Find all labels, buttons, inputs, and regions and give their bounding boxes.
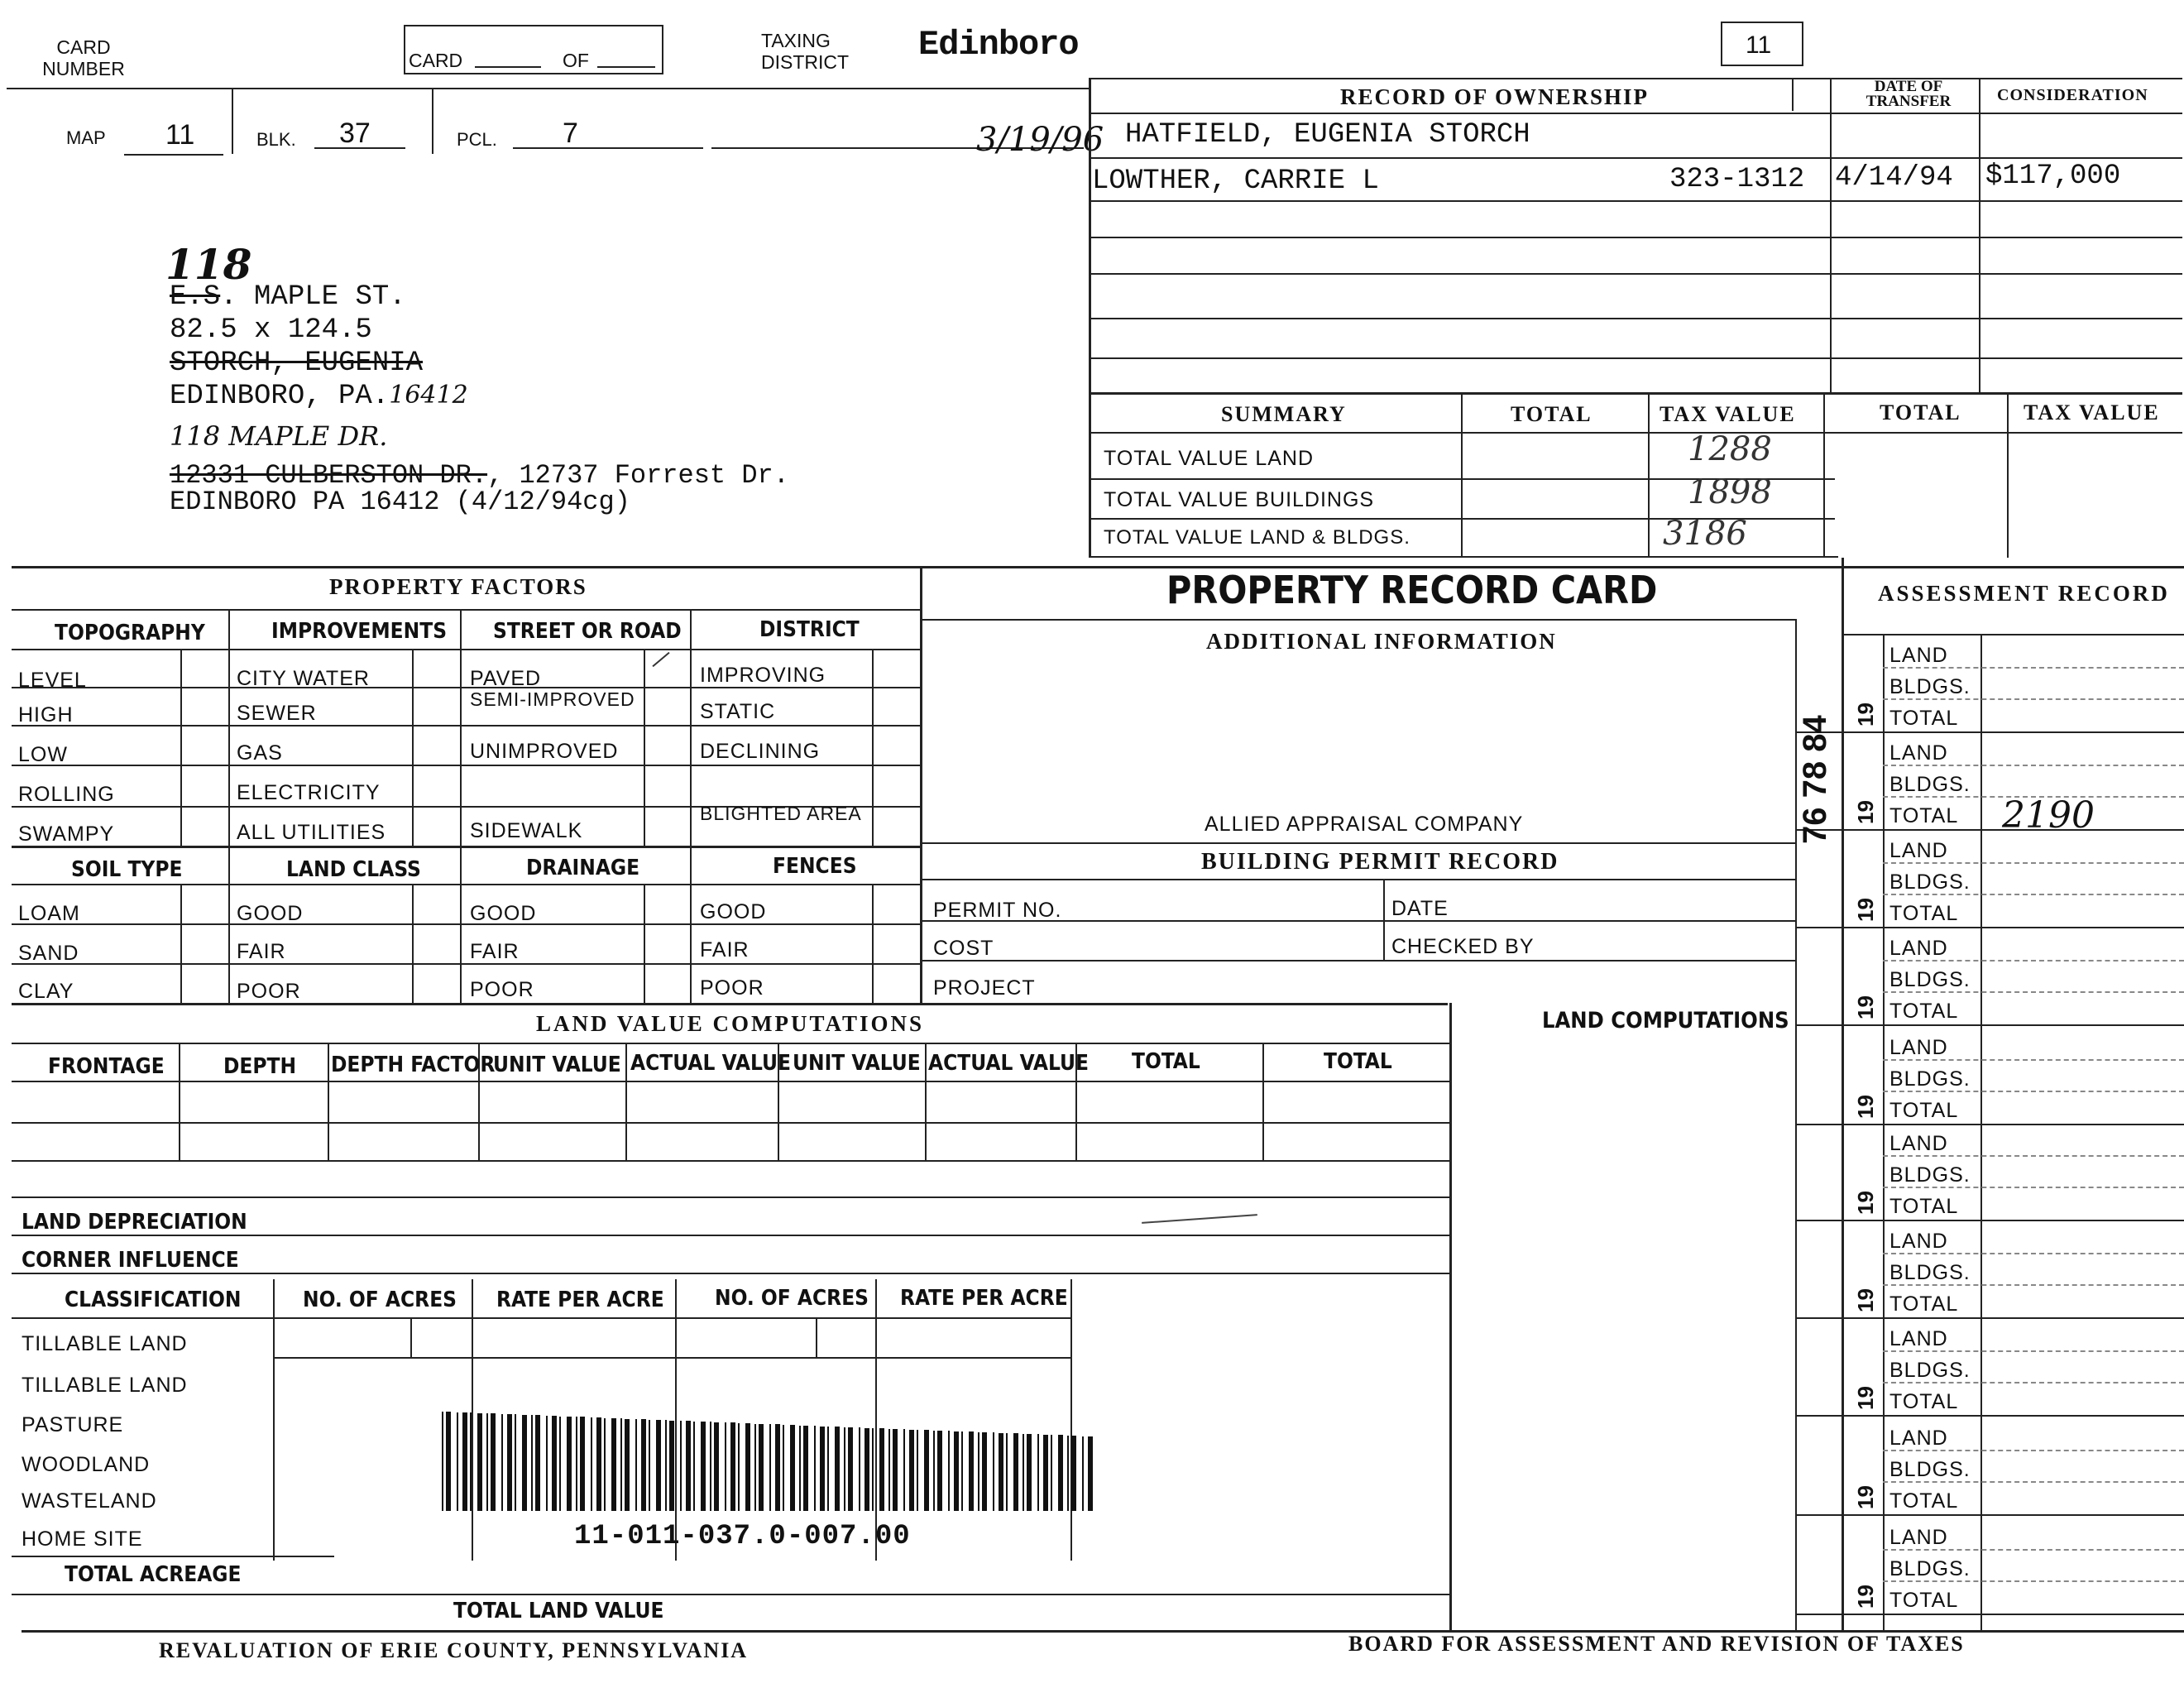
assessment-year-prefix: 19 [1853,995,1878,1019]
summary-row-land-bldgs: TOTAL VALUE LAND & BLDGS. [1104,526,1410,549]
corner-influence: CORNER INFLUENCE [22,1248,239,1273]
barcode-bar [576,1417,577,1511]
summary-total-label-2: TOTAL [1880,400,1961,424]
barcode-bar [879,1428,884,1511]
summary-tax-total: 3186 [1663,515,1747,553]
hdr-unit-value-2: UNIT VALUE [793,1051,921,1076]
barcode-bar [783,1425,784,1511]
barcode-bar [486,1413,488,1511]
barcode-bar [1051,1435,1052,1511]
barcode-bar [491,1413,496,1511]
barcode-bar [701,1422,706,1511]
owner-row-2-ref: 323-1312 [1669,164,1805,195]
assessment-land-label: LAND [1889,1526,1948,1549]
mailing-city: EDINBORO PA 16412 (4/12/94cg) [170,487,630,517]
street: . MAPLE ST. [220,281,406,313]
permit-no: PERMIT NO. [933,899,1062,922]
summary-tax-value-label-2: TAX VALUE [2024,400,2160,424]
barcode-bar [665,1420,667,1511]
barcode-bar [546,1416,548,1511]
barcode-bar [641,1419,646,1511]
barcode-bar [1088,1436,1093,1511]
class-wasteland: WASTELAND [22,1489,157,1513]
assessment-year-prefix: 19 [1853,800,1878,824]
barcode-bar [827,1427,829,1511]
barcode-bar [625,1419,630,1511]
summary-title: SUMMARY [1221,402,1347,426]
barcode-bar [462,1412,467,1511]
ownership-title: RECORD OF OWNERSHIP [1340,84,1650,109]
soil-loam: LOAM [18,902,80,925]
barcode-bar [669,1421,674,1511]
barcode-bar [1058,1435,1063,1511]
district-improving: IMPROVING [700,664,826,687]
additional-information: ADDITIONAL INFORMATION [1206,629,1557,654]
barcode-bar [611,1418,616,1511]
assessment-total-label: TOTAL [1889,804,1959,827]
hdr-no-acres-1: NO. OF ACRES [303,1288,457,1312]
assessment-land-label: LAND [1889,839,1948,862]
barcode-bar [559,1417,561,1511]
assessment-total-label: TOTAL [1889,707,1959,730]
barcode-bar [775,1424,780,1511]
land-class-poor: POOR [237,980,301,1003]
hdr-rate-per-acre-2: RATE PER ACRE [900,1286,1068,1311]
barcode-bar [1043,1435,1048,1511]
barcode-bar [442,1412,443,1511]
blk-value: 37 [339,117,371,149]
barcode-bar [999,1433,1003,1511]
barcode-bar [470,1412,472,1511]
assessment-bldgs-label: BLDGS. [1889,1163,1971,1187]
struck-mailing-addr: 12331 CULBERSTON DR. [170,460,488,491]
barcode-bar [1037,1434,1039,1511]
land-class-fair: FAIR [237,940,286,963]
barcode-bar [1071,1436,1076,1511]
assessment-bldgs-label: BLDGS. [1889,1557,1971,1580]
street-semi-improved: SEMI-IMPROVED [470,688,635,710]
assessment-year-prefix: 19 [1853,1191,1878,1215]
hdr-classification: CLASSIFICATION [65,1288,242,1312]
owner-row-1: HATFIELD, EUGENIA STORCH [1125,119,1530,151]
assessment-handwritten-total: 2190 [2002,794,2095,837]
barcode-bar [864,1428,869,1511]
assessment-bldgs-label: BLDGS. [1889,870,1971,894]
barcode-bar [903,1429,905,1511]
imp-sewer: SEWER [237,702,317,725]
assessment-bldgs-label: BLDGS. [1889,1458,1971,1481]
barcode-bar [893,1429,898,1511]
class-pasture: PASTURE [22,1413,124,1436]
barcode-bar [552,1416,557,1511]
col-soil-type: SOIL TYPE [71,857,183,882]
drainage-poor: POOR [470,978,534,1001]
barcode-bar [745,1423,750,1511]
hdr-total-1: TOTAL [1132,1049,1200,1074]
col-improvements: IMPROVEMENTS [271,619,448,644]
barcode-bar [814,1426,816,1511]
topo-level: LEVEL [18,669,87,692]
assessment-year-prefix: 19 [1853,703,1878,727]
barcode-bar [993,1432,994,1511]
fences-fair: FAIR [700,938,750,961]
hdr-unit-value-1: UNIT VALUE [493,1053,621,1077]
hdr-depth-factor: DEPTH FACTOR [331,1053,496,1077]
barcode-bar [604,1418,606,1511]
col-drainage: DRAINAGE [526,856,640,880]
hdr-total-2: TOTAL [1324,1049,1392,1074]
handwritten-house-number: 118 [165,240,252,289]
barcode-text: 11-011-037.0-007.00 [574,1521,911,1552]
hdr-actual-value-1: ACTUAL VALUE [630,1051,791,1076]
barcode-bar [730,1422,735,1511]
barcode-bar [686,1421,691,1511]
topo-rolling: ROLLING [18,783,115,806]
barcode-bar [1006,1433,1008,1511]
col-topography: TOPOGRAPHY [55,621,205,645]
paved-check [652,652,669,667]
total-acreage: TOTAL ACREAGE [65,1562,242,1587]
owner-row-2-date: 4/14/94 [1835,162,1953,194]
class-tillable-2: TILLABLE LAND [22,1374,188,1397]
barcode-bar [567,1417,572,1511]
hdr-actual-value-2: ACTUAL VALUE [928,1051,1089,1076]
street-paved: PAVED [470,667,542,690]
card-of-box [404,25,663,74]
barcode-bar [515,1414,516,1511]
assessment-bldgs-label: BLDGS. [1889,675,1971,698]
struck-prefix: E.S [170,281,221,313]
district-declining: DECLINING [700,740,821,763]
assessment-year-prefix: 19 [1853,1585,1878,1609]
class-woodland: WOODLAND [22,1453,151,1476]
record-card-title: PROPERTY RECORD CARD [1166,568,1658,612]
col-district: DISTRICT [759,617,860,642]
barcode-bar [933,1431,935,1511]
barcode-bar [531,1415,533,1511]
land-computations-title: LAND COMPUTATIONS [1542,1008,1789,1033]
barcode-bar [656,1420,661,1511]
barcode-bar [924,1430,929,1511]
assessment-bldgs-label: BLDGS. [1889,968,1971,991]
drainage-fair: FAIR [470,940,520,963]
barcode-bar [969,1431,974,1511]
barcode-bar [620,1418,622,1511]
handwritten-date: 3/19/96 [976,121,1104,159]
barcode-bar [1023,1434,1024,1511]
soil-clay: CLAY [18,980,74,1003]
total-land-value: TOTAL LAND VALUE [453,1599,664,1623]
assessment-land-label: LAND [1889,644,1948,667]
district-blighted: BLIGHTED AREA [700,803,862,824]
land-depreciation: LAND DEPRECIATION [22,1210,247,1235]
barcode-bar [888,1429,890,1511]
assessment-land-label: LAND [1889,741,1948,765]
assessment-total-label: TOTAL [1889,1292,1959,1316]
card-number-label: CARD NUMBER [42,36,125,79]
assessment-land-label: LAND [1889,1230,1948,1253]
assessment-year-prefix: 19 [1853,1386,1878,1410]
assessment-total-label: TOTAL [1889,1589,1959,1612]
handwritten-mailing-addr: 118 MAPLE DR. [170,420,388,452]
hdr-no-acres-2: NO. OF ACRES [715,1286,869,1311]
street-sidewalk: SIDEWALK [470,819,583,842]
assessment-bldgs-label: BLDGS. [1889,773,1971,796]
assessment-land-label: LAND [1889,1327,1948,1350]
summary-tax-land: 1288 [1688,430,1772,468]
assessment-total-label: TOTAL [1889,902,1959,925]
assessment-total-label: TOTAL [1889,1489,1959,1513]
blk-label: BLK. [256,129,296,150]
assessment-bldgs-label: BLDGS. [1889,1067,1971,1091]
barcode-bar [844,1427,845,1511]
assessment-land-label: LAND [1889,1132,1948,1155]
barcode-bar [693,1422,695,1511]
barcode-bar [501,1414,503,1511]
hdr-rate-per-acre-1: RATE PER ACRE [496,1288,664,1312]
barcode-bar [1013,1433,1018,1511]
land-class-good: GOOD [237,902,304,925]
map-value: 11 [165,119,195,151]
barcode-bar [580,1417,585,1511]
owner-row-2: LOWTHER, CARRIE L [1092,165,1379,197]
hdr-depth: DEPTH [223,1054,297,1079]
barcode-bar [522,1415,527,1511]
assessment-year-stamp: 76 78 84 [1797,715,1833,844]
barcode-bar [457,1412,458,1511]
assessment-title: ASSESSMENT RECORD [1878,581,2170,606]
barcode-bar [477,1413,482,1511]
barcode-bar [754,1424,756,1511]
assessment-year-prefix: 19 [1853,1485,1878,1509]
barcode-bar [835,1427,840,1511]
barcode-bar [591,1417,592,1511]
hdr-frontage: FRONTAGE [48,1054,165,1079]
assessment-total-label: TOTAL [1889,1099,1959,1122]
barcode-bar [446,1412,451,1511]
permit-date: DATE [1391,897,1449,920]
barcode [438,1412,1100,1511]
handwritten-zip: 16412 [389,381,468,410]
barcode-bar [848,1427,853,1511]
address-line-1 [170,281,406,313]
topo-high: HIGH [18,703,74,727]
appraiser: ALLIED APPRAISAL COMPANY [1205,813,1524,836]
barcode-bar [909,1430,914,1511]
permit-record-title: BUILDING PERMIT RECORD [1201,849,1559,875]
new-mailing-addr: , 12737 Forrest Dr. [487,460,789,491]
barcode-bar [710,1422,711,1511]
class-home-site: HOME SITE [22,1527,143,1551]
barcode-bar [507,1414,512,1511]
barcode-bar [978,1432,979,1511]
barcode-bar [635,1419,637,1511]
barcode-bar [714,1422,719,1511]
barcode-bar [759,1424,764,1511]
struck-owner: STORCH, EUGENIA [170,348,424,379]
summary-tax-buildings: 1898 [1688,473,1772,511]
barcode-bar [790,1425,795,1511]
soil-sand: SAND [18,942,79,965]
barcode-bar [820,1427,825,1511]
summary-row-buildings: TOTAL VALUE BUILDINGS [1104,488,1375,511]
map-label: MAP [66,127,106,148]
pcl-value: 7 [563,117,578,149]
footer-left: REVALUATION OF ERIE COUNTY, PENNSYLVANIA [159,1638,749,1662]
barcode-bar [725,1422,726,1511]
barcode-bar [948,1431,950,1511]
barcode-bar [982,1432,987,1511]
summary-tax-value-label: TAX VALUE [1660,402,1796,426]
topo-low: LOW [18,743,68,766]
barcode-bar [954,1431,959,1511]
barcode-bar [680,1421,682,1511]
taxing-district-value: Edinboro [918,25,1079,65]
district-box-value: 11 [1746,31,1772,59]
barcode-bar [769,1424,771,1511]
project: PROJECT [933,976,1036,1000]
assessment-land-label: LAND [1889,937,1948,960]
barcode-bar [799,1426,801,1511]
barcode-bar [596,1417,601,1511]
checked-by: CHECKED BY [1391,935,1535,958]
barcode-bar [872,1428,874,1511]
land-value-title: LAND VALUE COMPUTATIONS [536,1011,925,1036]
barcode-bar [1067,1436,1069,1511]
summary-total-label: TOTAL [1511,402,1592,426]
drainage-good: GOOD [470,902,537,925]
lot-dimensions: 82.5 x 124.5 [170,314,372,346]
barcode-bar [1027,1434,1032,1511]
barcode-bar [803,1426,808,1511]
pcl-label: PCL. [457,129,497,150]
imp-city-water: CITY WATER [237,667,370,690]
district-static: STATIC [700,700,776,723]
assessment-total-label: TOTAL [1889,1390,1959,1413]
imp-gas: GAS [237,741,283,765]
barcode-bar [961,1431,963,1511]
barcode-bar [738,1423,740,1511]
assessment-bldgs-label: BLDGS. [1889,1261,1971,1284]
owner-row-2-consideration: $117,000 [1985,161,2121,192]
footer-right: BOARD FOR ASSESSMENT AND REVISION OF TAXES [1348,1632,1965,1656]
assessment-year-prefix: 19 [1853,898,1878,922]
assessment-bldgs-label: BLDGS. [1889,1359,1971,1382]
fences-good: GOOD [700,900,767,923]
assessment-total-label: TOTAL [1889,1195,1959,1218]
district-box [1721,22,1803,66]
summary-row-land: TOTAL VALUE LAND [1104,447,1315,470]
class-tillable-1: TILLABLE LAND [22,1332,188,1355]
assessment-total-label: TOTAL [1889,1000,1959,1023]
of-label: OF [563,50,589,71]
taxing-district-label: TAXING DISTRICT [761,30,850,73]
barcode-bar [535,1415,540,1511]
col-fences: FENCES [773,854,857,879]
barcode-bar [649,1420,650,1511]
imp-all-utilities: ALL UTILITIES [237,821,386,844]
barcode-bar [1082,1436,1084,1511]
assessment-year-prefix: 19 [1853,1288,1878,1312]
date-of-transfer-label: DATE OF TRANSFER [1866,78,1952,110]
address-city [170,381,468,412]
imp-electricity: ELECTRICITY [237,781,381,804]
barcode-bar [917,1430,918,1511]
barcode-bar [859,1427,860,1511]
fences-poor: POOR [700,976,764,1000]
permit-cost: COST [933,937,994,960]
col-street: STREET OR ROAD [493,619,682,644]
street-unimproved: UNIMPROVED [470,740,619,763]
assessment-land-label: LAND [1889,1036,1948,1059]
topo-swampy: SWAMPY [18,822,115,846]
assessment-year-prefix: 19 [1853,1095,1878,1119]
col-land-class: LAND CLASS [286,857,421,882]
card-label: CARD [409,50,463,71]
city: EDINBORO, PA. [170,381,390,412]
consideration-label: CONSIDERATION [1997,86,2148,104]
assessment-land-label: LAND [1889,1427,1948,1450]
barcode-bar [937,1431,942,1511]
property-factors-title: PROPERTY FACTORS [329,574,587,599]
